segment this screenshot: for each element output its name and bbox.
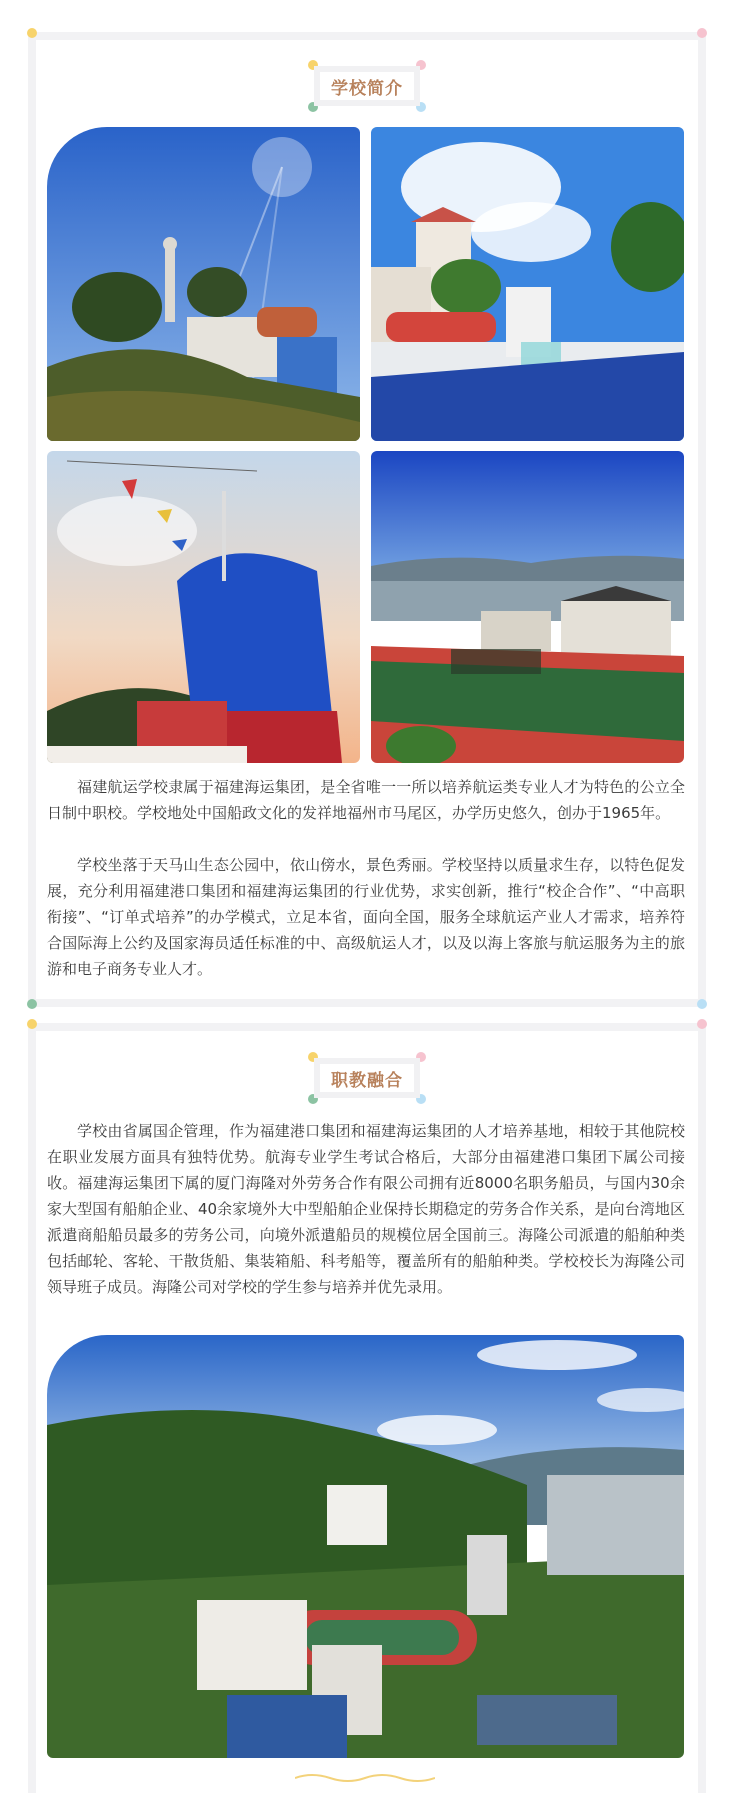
campus-field-bay-photo <box>371 451 684 763</box>
intro-paragraph-1: 福建航运学校隶属于福建海运集团，是全省唯一一所以培养航运类专业人才为特色的公立全日制中职校。学校地处中国船政文化的发祥地福州市马尾区，办学历史悠久，创办于1965年。 <box>47 778 685 822</box>
corner-dot <box>697 999 707 1009</box>
corner-dot <box>697 28 707 38</box>
corner-dot <box>27 28 37 38</box>
corner-dot <box>27 1019 37 1029</box>
wave-divider-icon <box>295 1772 435 1784</box>
section-title: 学校简介 <box>314 66 420 106</box>
aerial-campus-photo <box>47 1335 684 1758</box>
section-title-box <box>308 60 426 112</box>
statue-ship-photo <box>47 127 360 441</box>
intro-paragraph-2: 学校坐落于天马山生态公园中，依山傍水，景色秀丽。学校坚持以质量求生存，以特色促发展，充分利用福建港口集团和福建海运集团的行业优势，求实创新，推行“校企合作”、“中高职衔接”、“订单式培养”的办学模式，立足本省，面向全国，服务全球航运产业人才需求，培养符合国际海上公约及国家海员适任标准的中、高级航运人才，以及以海上客旅与航运服务为主的旅游和电子商务专业人才。 <box>47 856 685 978</box>
integration-paragraph: 学校由省属国企管理，作为福建港口集团和福建海运集团的人才培养基地，相较于其他院校在职业发展方面具有独特优势。航海专业学生考试合格后，大部分由福建港口集团下属公司接收。福建海运集团下属的厦门海隆对外劳务合作有限公司拥有近8000名职务船员，与国内30余家大型国有船舶企业、40余家境外大中型船舶企业保持长期稳定的劳务合作关系，是向台湾地区派遣商船船员最多的劳务公司，向境外派遣船员的规模位居全国前三。海隆公司派遣的船舶种类包括邮轮、客轮、干散货船、集装箱船、科考船等，覆盖所有的船舶种类。学校校长为海隆公司领导班子成员。海隆公司对学校的学生参与培养并优先录用。 <box>47 1122 685 1296</box>
section-title: 职教融合 <box>314 1058 420 1098</box>
training-ship-photo <box>371 127 684 441</box>
blue-ship-ceremony-photo <box>47 451 360 763</box>
corner-dot <box>27 999 37 1009</box>
section-title-box <box>308 1052 426 1104</box>
corner-dot <box>697 1019 707 1029</box>
